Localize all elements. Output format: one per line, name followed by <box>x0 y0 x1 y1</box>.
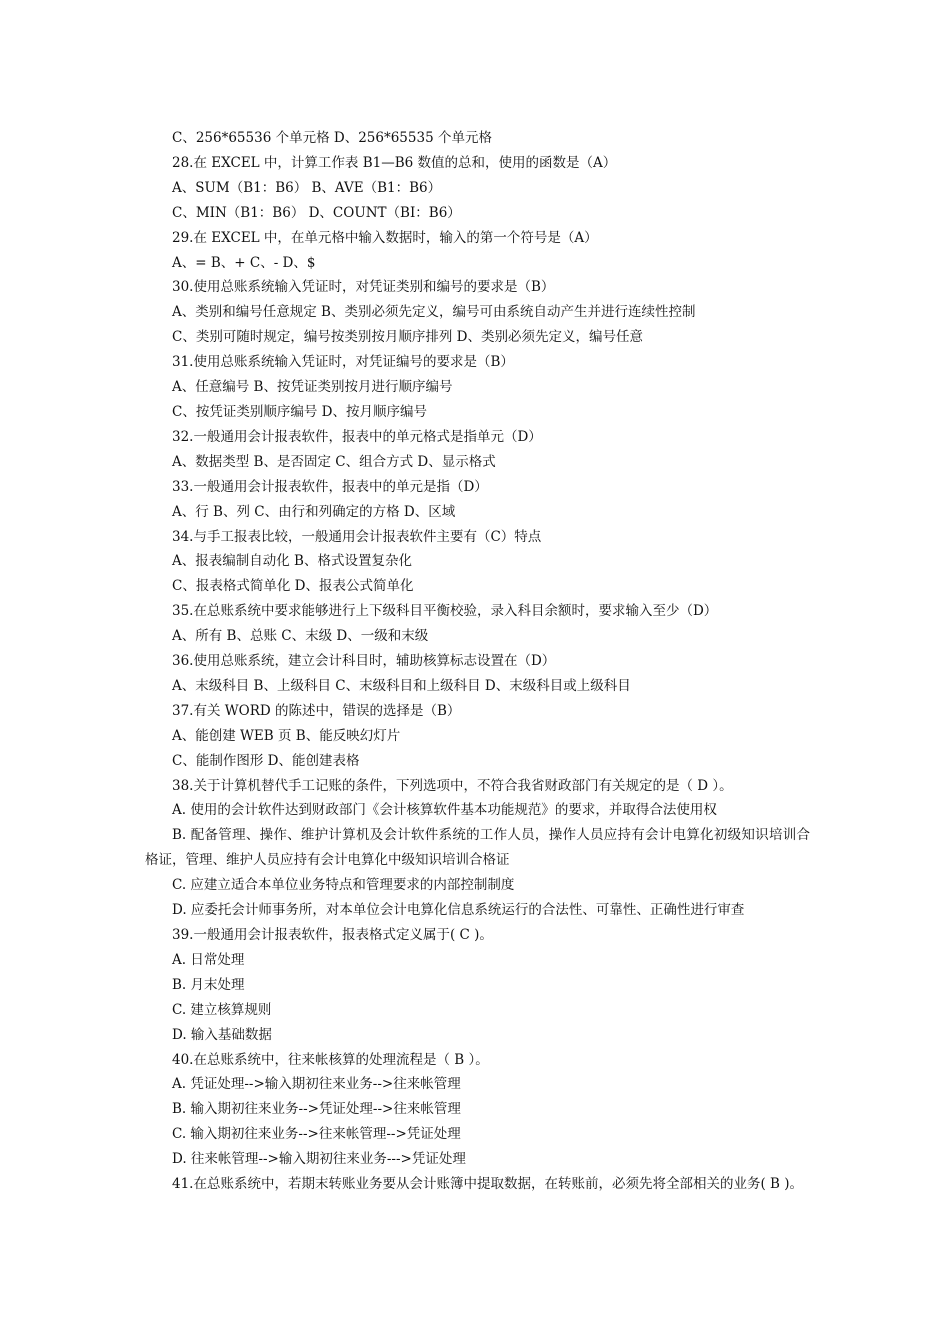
text-line: A、末级科目 B、上级科目 C、末级科目和上级科目 D、末级科目或上级科目 <box>172 677 631 694</box>
question-40: 40.在总账系统中，往来帐核算的处理流程是（ B ）。 <box>172 1051 489 1068</box>
text-line: D. 输入基础数据 <box>172 1026 272 1043</box>
text-line: A、报表编制自动化 B、格式设置复杂化 <box>172 553 412 570</box>
question-35: 35.在总账系统中要求能够进行上下级科目平衡校验，录入科目余额时，要求输入至少（D） <box>172 603 718 620</box>
question-33: 33.一般通用会计报表软件，报表中的单元是指（D） <box>172 478 488 495</box>
question-37: 37.有关 WORD 的陈述中，错误的选择是（B） <box>172 702 461 719</box>
question-31: 31.使用总账系统输入凭证时，对凭证编号的要求是（B） <box>172 354 514 371</box>
text-line: A、任意编号 B、按凭证类别按月进行顺序编号 <box>172 379 453 396</box>
text-paragraph: B. 配备管理、操作、维护计算机及会计软件系统的工作人员，操作人员应持有会计电算化初级知识培训合格证，管理、维护人员应持有会计电算化中级知识培训合格证 <box>145 827 810 869</box>
text-line: D. 应委托会计师事务所，对本单位会计电算化信息系统运行的合法性、可靠性、正确性进行审查 <box>172 902 745 919</box>
text-line: C. 建立核算规则 <box>172 1001 272 1018</box>
question-30: 30.使用总账系统输入凭证时，对凭证类别和编号的要求是（B） <box>172 279 555 296</box>
text-line: A. 使用的会计软件达到财政部门《会计核算软件基本功能规范》的要求，并取得合法使用权 <box>172 802 717 819</box>
text-line: C、MIN（B1：B6） D、COUNT（BI：B6） <box>172 204 461 221</box>
question-36: 36.使用总账系统，建立会计科目时，辅助核算标志设置在（D） <box>172 653 556 670</box>
text-line: C、报表格式简单化 D、报表公式简单化 <box>172 578 414 595</box>
text-line: C、256*65536 个单元格 D、256*65535 个单元格 <box>172 130 492 146</box>
text-line: B. 月末处理 <box>172 976 245 993</box>
text-line: A、SUM（B1：B6） B、AVE（B1：B6） <box>172 179 442 196</box>
text-line: C. 输入期初往来业务-->往来帐管理-->凭证处理 <box>172 1126 461 1143</box>
text-line: C. 应建立适合本单位业务特点和管理要求的内部控制制度 <box>172 877 515 894</box>
text-line: C、能制作图形 D、能创建表格 <box>172 752 360 769</box>
question-38: 38.关于计算机替代手工记账的条件，下列选项中，不符合我省财政部门有关规定的是（ D ）。 <box>172 777 733 794</box>
text-line: A. 日常处理 <box>172 951 245 968</box>
question-41: 41.在总账系统中，若期末转账业务要从会计账簿中提取数据，在转账前，必须先将全部相关的业务( B )。 <box>172 1176 804 1193</box>
text-line: A、数据类型 B、是否固定 C、组合方式 D、显示格式 <box>172 453 496 470</box>
text-line: A. 凭证处理-->输入期初往来业务-->往来帐管理 <box>172 1076 461 1093</box>
question-39: 39.一般通用会计报表软件，报表格式定义属于( C )。 <box>172 927 493 943</box>
text-line: C、类别可随时规定，编号按类别按月顺序排列 D、类别必须先定义，编号任意 <box>172 329 643 346</box>
question-34: 34.与手工报表比较，一般通用会计报表软件主要有（C）特点 <box>172 528 542 545</box>
text-line: A、所有 B、总账 C、末级 D、一级和末级 <box>172 628 429 645</box>
question-32: 32.一般通用会计报表软件，报表中的单元格式是指单元（D） <box>172 428 542 445</box>
text-line: D. 往来帐管理-->输入期初往来业务--->凭证处理 <box>172 1151 466 1168</box>
text-line: B. 输入期初往来业务-->凭证处理-->往来帐管理 <box>172 1101 461 1118</box>
text-line: A、类别和编号任意规定 B、类别必须先定义，编号可由系统自动产生并进行连续性控制 <box>172 304 696 321</box>
text-line: A、= B、+ C、- D、$ <box>172 254 316 271</box>
document-body <box>145 126 810 1197</box>
question-28: 28.在 EXCEL 中，计算工作表 B1—B6 数值的总和，使用的函数是（A） <box>172 154 617 171</box>
text-line: A、行 B、列 C、由行和列确定的方格 D、区域 <box>172 503 456 520</box>
text-line: C、按凭证类别顺序编号 D、按月顺序编号 <box>172 403 427 420</box>
text-line: A、能创建 WEB 页 B、能反映幻灯片 <box>172 727 401 744</box>
question-29: 29.在 EXCEL 中，在单元格中输入数据时，输入的第一个符号是（A） <box>172 229 598 246</box>
